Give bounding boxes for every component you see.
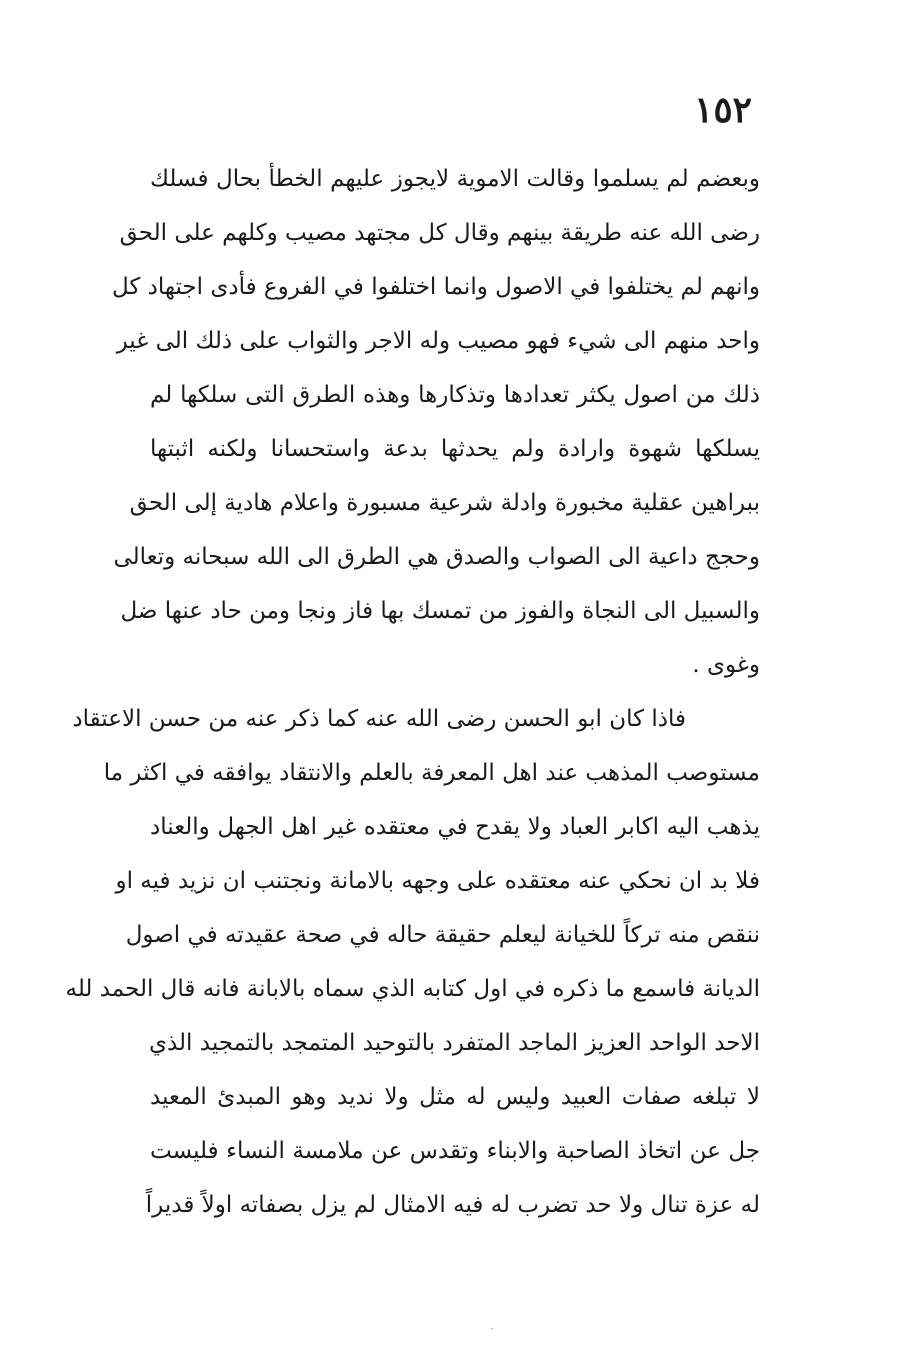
text-line: وحجج داعية الى الصواب والصدق هي الطرق الى الله سبحانه وتعالى — [113, 544, 760, 570]
text-line: فلا بد ان نحكي عنه معتقده على وجهه بالامانة ونجتنب ان نزيد فيه او — [115, 868, 760, 894]
text-line: مستوصب المذهب عند اهل المعرفة بالعلم والانتقاد يوافقه في اكثر ما — [103, 760, 760, 786]
scan-speck: · — [490, 1322, 494, 1336]
text-line: رضى الله عنه طريقة بينهم وقال كل مجتهد مصيب وكلهم على الحق — [119, 220, 760, 246]
page-number: ١٥٢ — [693, 89, 752, 131]
text-line: فاذا كان ابو الحسن رضى الله عنه كما ذكر عنه من حسن الاعتقاد — [72, 706, 686, 732]
text-line: يذهب اليه اكابر العباد ولا يقدح في معتقده غير اهل الجهل والعناد — [150, 814, 760, 840]
body-text — [65, 152, 760, 1232]
paragraph-1 — [111, 152, 760, 692]
text-line: وغوى . — [692, 652, 760, 678]
text-line: ذلك من اصول يكثر تعدادها وتذكارها وهذه الطرق التى سلكها لم — [150, 382, 760, 408]
text-line: وانهم لم يختلفوا في الاصول وانما اختلفوا في الفروع فأدى اجتهاد كل — [111, 274, 760, 300]
text-line: يسلكها شهوة وارادة ولم يحدثها بدعة واستحسانا ولكنه اثبتها — [150, 436, 760, 462]
text-line: وبعضم لم يسلموا وقالت الاموية لايجوز عليهم الخطأ بحال فسلك — [150, 166, 760, 192]
text-line: الاحد الواحد العزيز الماجد المتفرد بالتوحيد المتمجد بالتمجيد الذي — [148, 1030, 760, 1056]
text-line: له عزة تنال ولا حد تضرب له فيه الامثال لم يزل بصفاته اولاً قديراً — [145, 1192, 760, 1218]
text-line: ببراهين عقلية مخبورة وادلة شرعية مسبورة واعلام هادية إلى الحق — [129, 490, 760, 516]
text-line: واحد منهم الى شيء فهو مصيب وله الاجر والثواب على ذلك الى غير — [116, 328, 760, 354]
text-line: جل عن اتخاذ الصاحبة والابناء وتقدس عن ملامسة النساء فليست — [150, 1138, 760, 1164]
text-line: ننقص منه تركاً للخيانة ليعلم حقيقة حاله في صحة عقيدته في اصول — [125, 922, 760, 948]
text-line: الديانة فاسمع ما ذكره في اول كتابه الذي سماه بالابانة فانه قال الحمد لله — [65, 976, 760, 1002]
text-line: والسبيل الى النجاة والفوز من تمسك بها فاز ونجا ومن حاد عنها ضل — [120, 598, 760, 624]
text-line: لا تبلغه صفات العبيد وليس له مثل ولا نديد وهو المبدئ المعيد — [150, 1084, 760, 1110]
paragraph-2 — [65, 692, 760, 1232]
